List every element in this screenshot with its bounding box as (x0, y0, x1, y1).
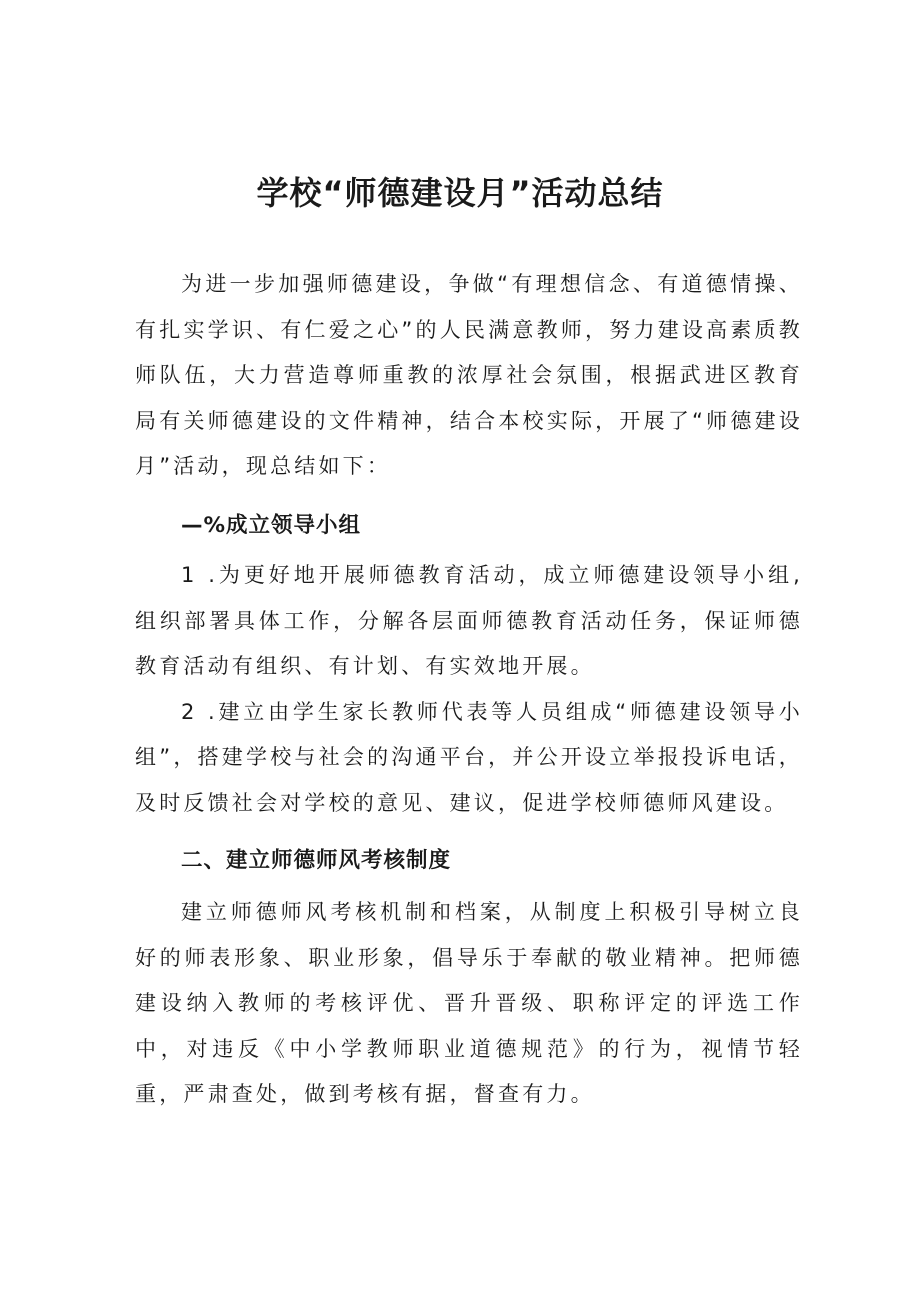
section-2-heading: 二、建立师德师风考核制度 (181, 848, 452, 873)
section-1-paragraph-1: 1 .为更好地开展师德教育活动，成立师德建设领导小组,组织部署具体工作，分解各层面师德教育活动任务，保证师德教育活动有组织、有计划、有实效地开展。 (135, 563, 803, 678)
document-title: 学校“师德建设月”活动总结 (256, 174, 664, 212)
intro-paragraph: 为进一步加强师德建设，争做“有理想信念、有道德情操、有扎实学识、有仁爱之心”的人民满意教师，努力建设高素质教师队伍，大力营造尊师重教的浓厚社会氛围，根据武进区教育局有关师德建设的文件精神，结合本校实际，开展了“师德建设月”活动，现总结如下： (135, 272, 803, 478)
section-2-body (135, 890, 803, 1118)
section-1-body (135, 553, 803, 826)
intro-block (135, 262, 803, 490)
section-1-heading: —%成立领导小组 (181, 513, 362, 538)
section-1-paragraph-2: 2 .建立由学生家长教师代表等人员组成“师德建设领导小组”，搭建学校与社会的沟通平台，并公开设立举报投诉电话，及时反馈社会对学校的意见、建议，促进学校师德师风建设。 (135, 699, 803, 815)
section-2-paragraph-1: 建立师德师风考核机制和档案，从制度上积极引导树立良好的师表形象、职业形象，倡导乐于奉献的敬业精神。把师德建设纳入教师的考核评优、晋升晋级、职称评定的评选工作中，对违反《中小学教师职业道德规范》的行为，视情节轻重，严肃查处，做到考核有据，督查有力。 (135, 900, 803, 1106)
